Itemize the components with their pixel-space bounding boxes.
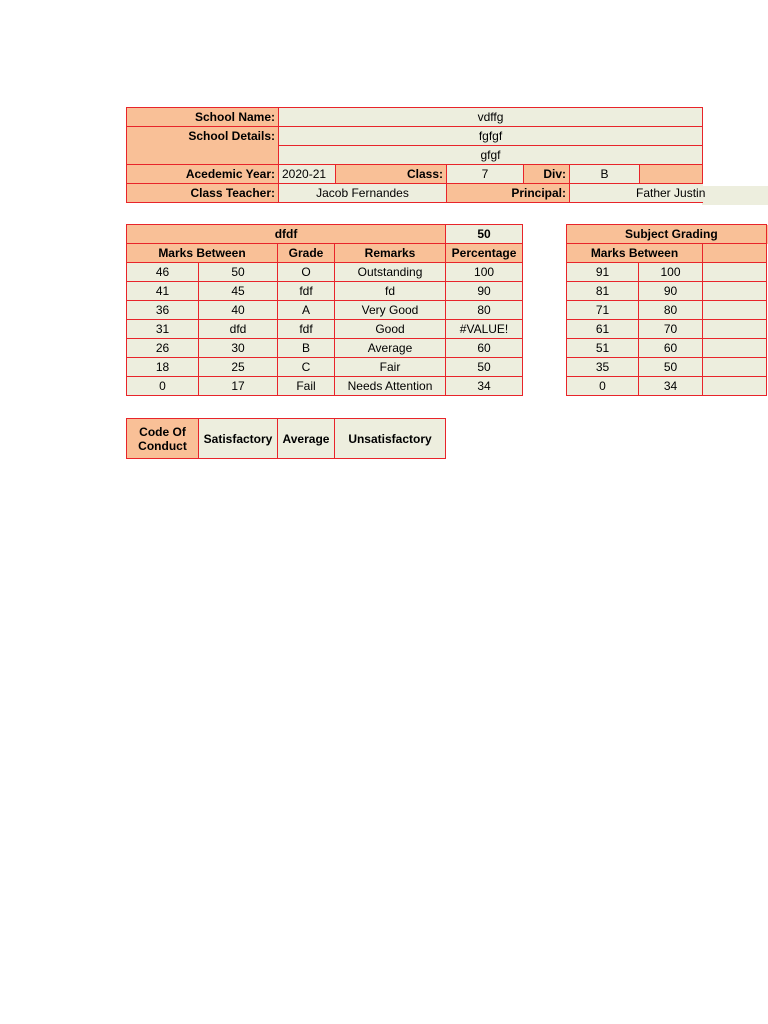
subject-grade-cell[interactable] <box>703 320 767 339</box>
remarks-cell[interactable]: Needs Attention <box>335 377 446 396</box>
marks-between-header: Marks Between <box>127 244 278 263</box>
class-teacher-label: Class Teacher: <box>127 184 279 203</box>
principal-value[interactable]: Father Justin <box>570 184 703 203</box>
subject-grade-cell[interactable] <box>703 301 767 320</box>
subject-marks-to-cell[interactable]: 34 <box>639 377 703 396</box>
subject-marks-from-cell[interactable]: 0 <box>567 377 639 396</box>
subject-grade-cell[interactable] <box>703 339 767 358</box>
marks-from-cell[interactable]: 31 <box>127 320 199 339</box>
marks-to-cell[interactable]: 17 <box>199 377 278 396</box>
school-info-table <box>126 107 706 203</box>
percentage-cell[interactable]: 80 <box>446 301 523 320</box>
subject-table-row <box>567 358 767 377</box>
subject-marks-from-cell[interactable]: 71 <box>567 301 639 320</box>
marks-from-cell[interactable]: 41 <box>127 282 199 301</box>
subject-marks-to-cell[interactable]: 80 <box>639 301 703 320</box>
marks-from-cell[interactable]: 18 <box>127 358 199 377</box>
grade-cell[interactable]: A <box>278 301 335 320</box>
grade-table-row <box>127 377 523 396</box>
subject-grade-cell[interactable] <box>703 377 767 396</box>
code-of-conduct-label: Code Of Conduct <box>127 419 199 459</box>
subject-marks-to-cell[interactable]: 60 <box>639 339 703 358</box>
academic-year-label: Acedemic Year: <box>127 165 279 184</box>
class-teacher-value[interactable]: Jacob Fernandes <box>279 184 447 203</box>
subject-table-row <box>567 263 767 282</box>
grade-cell[interactable]: fdf <box>278 282 335 301</box>
div-value[interactable]: B <box>570 165 640 184</box>
subject-table-row <box>567 339 767 358</box>
grade-table-title: dfdf <box>127 225 446 244</box>
marks-to-cell[interactable]: 50 <box>199 263 278 282</box>
subject-marks-from-cell[interactable]: 51 <box>567 339 639 358</box>
class-label: Class: <box>336 165 447 184</box>
marks-from-cell[interactable]: 46 <box>127 263 199 282</box>
grade-cell[interactable]: fdf <box>278 320 335 339</box>
subject-table-row <box>567 377 767 396</box>
subject-table-row <box>567 301 767 320</box>
marks-from-cell[interactable]: 26 <box>127 339 199 358</box>
school-details-label: School Details: <box>127 127 279 165</box>
subject-grade-cell[interactable] <box>703 358 767 377</box>
subject-grade-cell[interactable] <box>703 282 767 301</box>
class-value[interactable]: 7 <box>447 165 524 184</box>
marks-to-cell[interactable]: 30 <box>199 339 278 358</box>
grade-table-row <box>127 358 523 377</box>
code-of-conduct-table <box>126 418 446 459</box>
percentage-cell[interactable]: 100 <box>446 263 523 282</box>
grade-table <box>126 224 523 396</box>
school-name-label: School Name: <box>127 108 279 127</box>
percentage-cell[interactable]: #VALUE! <box>446 320 523 339</box>
grade-cell[interactable]: O <box>278 263 335 282</box>
marks-from-cell[interactable]: 36 <box>127 301 199 320</box>
percentage-cell[interactable]: 90 <box>446 282 523 301</box>
school-name-value[interactable]: vdffg <box>279 108 703 127</box>
grade-table-row <box>127 282 523 301</box>
subject-marks-from-cell[interactable]: 35 <box>567 358 639 377</box>
subject-marks-between-header: Marks Between <box>567 244 703 263</box>
marks-to-cell[interactable]: dfd <box>199 320 278 339</box>
div-label: Div: <box>524 165 570 184</box>
grade-header: Grade <box>278 244 335 263</box>
grade-cell[interactable]: C <box>278 358 335 377</box>
remarks-cell[interactable]: fd <box>335 282 446 301</box>
grade-table-row <box>127 339 523 358</box>
grade-cell[interactable]: Fail <box>278 377 335 396</box>
subject-marks-to-cell[interactable]: 50 <box>639 358 703 377</box>
principal-overflow-fill <box>702 186 768 205</box>
remarks-cell[interactable]: Average <box>335 339 446 358</box>
max-marks-value[interactable]: 50 <box>446 225 523 244</box>
conduct-unsatisfactory[interactable]: Unsatisfactory <box>335 419 446 459</box>
subject-marks-to-cell[interactable]: 100 <box>639 263 703 282</box>
remarks-header: Remarks <box>335 244 446 263</box>
subject-marks-to-cell[interactable]: 90 <box>639 282 703 301</box>
marks-to-cell[interactable]: 40 <box>199 301 278 320</box>
grade-table-row <box>127 301 523 320</box>
remarks-cell[interactable]: Very Good <box>335 301 446 320</box>
percentage-header: Percentage <box>446 244 523 263</box>
grade-table-row <box>127 263 523 282</box>
subject-table-row <box>567 282 767 301</box>
remarks-cell[interactable]: Outstanding <box>335 263 446 282</box>
subject-marks-to-cell[interactable]: 70 <box>639 320 703 339</box>
grade-rows <box>127 263 523 396</box>
subject-table-row <box>567 320 767 339</box>
subject-grade-cell[interactable] <box>703 263 767 282</box>
subject-rows <box>567 263 767 396</box>
percentage-cell[interactable]: 50 <box>446 358 523 377</box>
academic-year-value[interactable]: 2020-21 <box>279 165 336 184</box>
conduct-average[interactable]: Average <box>278 419 335 459</box>
percentage-cell[interactable]: 34 <box>446 377 523 396</box>
remarks-cell[interactable]: Fair <box>335 358 446 377</box>
empty-cell <box>640 165 703 184</box>
subject-grading-title: Subject Grading <box>567 225 767 244</box>
remarks-cell[interactable]: Good <box>335 320 446 339</box>
marks-to-cell[interactable]: 25 <box>199 358 278 377</box>
subject-marks-from-cell[interactable]: 91 <box>567 263 639 282</box>
grade-table-row <box>127 320 523 339</box>
grade-cell[interactable]: B <box>278 339 335 358</box>
subject-grading-table <box>566 224 767 396</box>
school-details-line1[interactable]: fgfgf <box>279 127 703 146</box>
marks-from-cell[interactable]: 0 <box>127 377 199 396</box>
subject-marks-from-cell[interactable]: 81 <box>567 282 639 301</box>
conduct-satisfactory[interactable]: Satisfactory <box>199 419 278 459</box>
principal-label: Principal: <box>447 184 570 203</box>
percentage-cell[interactable]: 60 <box>446 339 523 358</box>
subject-marks-from-cell[interactable]: 61 <box>567 320 639 339</box>
subject-header-empty <box>703 244 767 263</box>
marks-to-cell[interactable]: 45 <box>199 282 278 301</box>
school-details-line2[interactable]: gfgf <box>279 146 703 165</box>
